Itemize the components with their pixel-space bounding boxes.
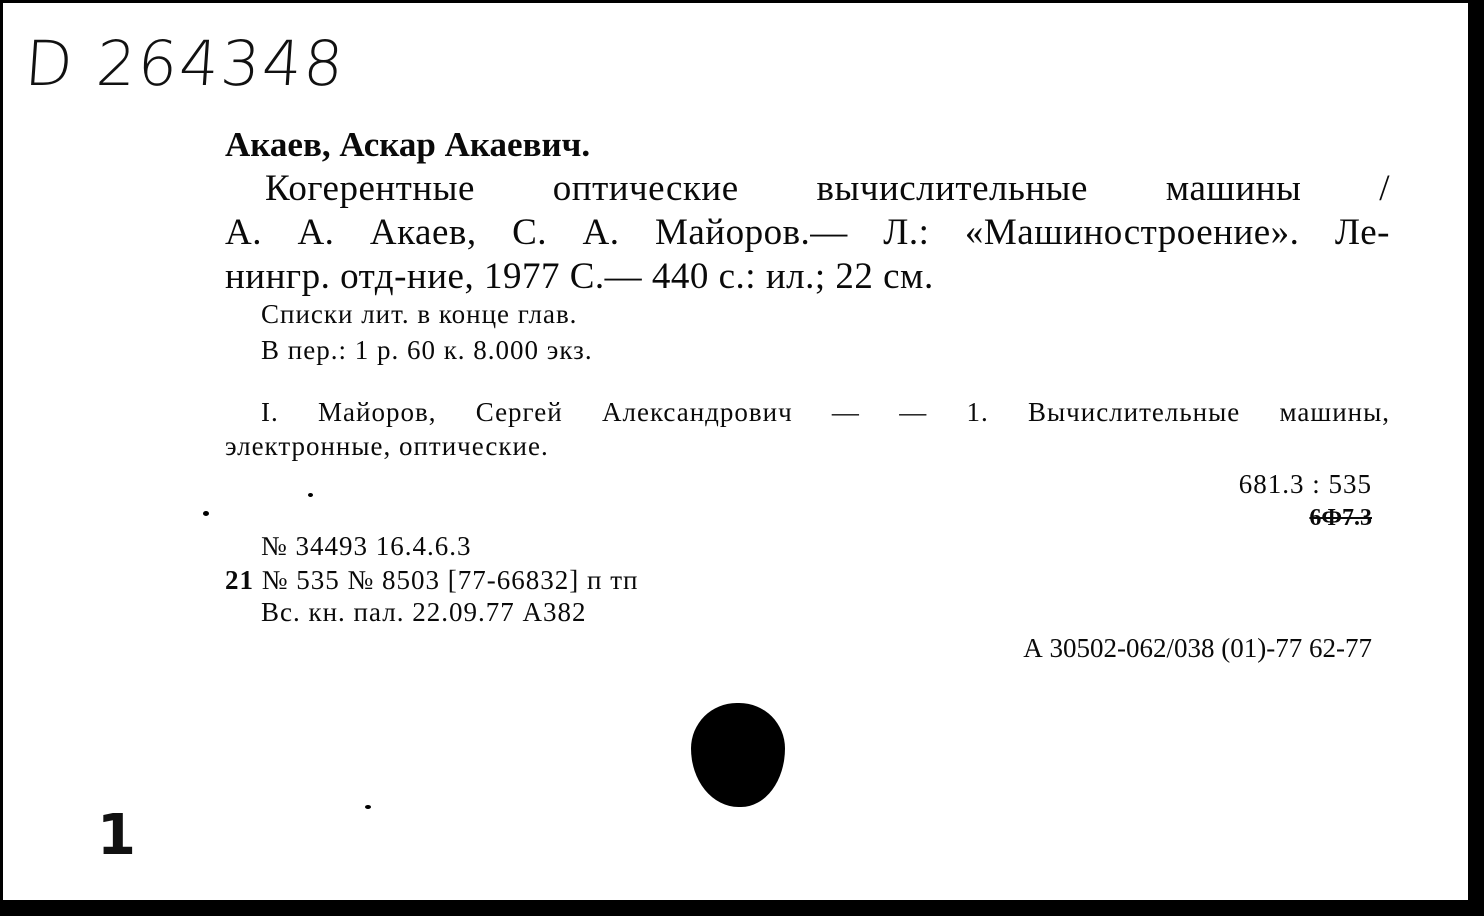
tracing-line-1: I. Майоров, Сергей Александрович — — 1. Вычислительные машины, bbox=[261, 397, 1390, 427]
record-line-2-rest: № 535 № 8503 [77-66832] п тп bbox=[254, 565, 639, 595]
record-line-3: Вс. кн. пал. 22.09.77 А382 bbox=[261, 597, 587, 627]
publisher-code: А 30502-062/038 (01)-77 62-77 bbox=[1023, 633, 1372, 663]
note-bibliography: Списки лит. в конце глав. bbox=[261, 299, 578, 329]
record-line-2-prefix: 21 bbox=[225, 565, 254, 595]
bbk-index-struck: 6Ф7.3 bbox=[1309, 505, 1372, 531]
record-line-1: № 34493 16.4.6.3 bbox=[261, 531, 472, 561]
speck-mark bbox=[203, 511, 209, 516]
speck-mark bbox=[365, 805, 371, 809]
title-line-2: А. А. Акаев, С. А. Майоров.— Л.: «Машиностроение». Ле- bbox=[225, 212, 1390, 253]
tracing-line-2: электронные, оптические. bbox=[225, 431, 549, 461]
author-heading: Акаев, Аскар Акаевич. bbox=[225, 125, 591, 164]
punch-hole bbox=[691, 703, 785, 807]
handwritten-page-mark: 1 bbox=[97, 803, 136, 868]
note-price: В пер.: 1 р. 60 к. 8.000 экз. bbox=[261, 335, 593, 365]
handwritten-inventory-number: D 264348 bbox=[22, 27, 348, 100]
speck-mark bbox=[308, 493, 313, 497]
title-line-1: Когерентные оптические вычислительные машины / bbox=[265, 168, 1390, 209]
title-line-3: нингр. отд-ние, 1977 С.— 440 с.: ил.; 22 см. bbox=[225, 256, 934, 297]
record-line-2 bbox=[225, 565, 638, 596]
udc-index: 681.3 : 535 bbox=[1238, 469, 1372, 499]
